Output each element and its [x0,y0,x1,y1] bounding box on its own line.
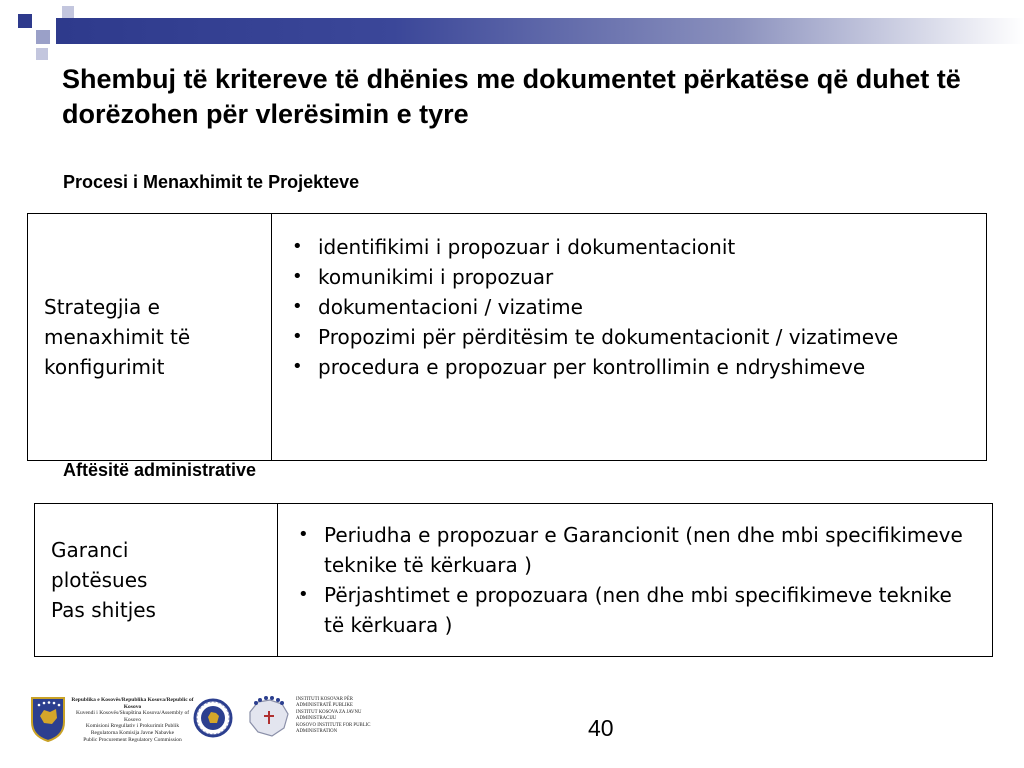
institute-text-line: INSTITUTI KOSOVAR PËR ADMINISTRATË PUBLIKE [296,697,353,709]
criteria-table-1 [27,213,987,461]
criterion-label-line: Garanci [51,538,129,562]
institute-text-line: KOSOVO INSTITUTE FOR PUBLIC ADMINISTRATION [296,722,371,735]
commission-seal-icon [193,696,233,740]
list-item: • procedura e propozuar per kontrollimin e ndryshimeve [284,352,966,382]
institute-text-block [296,697,376,735]
criterion-label-cell [35,504,278,656]
criterion-label [51,535,156,625]
page-number: 40 [588,715,614,741]
criterion-label-line: Pas shitjes [51,598,156,622]
list-item: • Propozimi për përditësim te dokumentacionit / vizatimeve [284,322,966,352]
criterion-label-line: plotësues [51,568,148,592]
section-heading-project-management: Procesi i Menaxhimit te Projekteve [63,172,360,192]
corner-square-dark [18,14,32,28]
criterion-label [44,292,190,382]
header-gradient-bar [56,18,1024,44]
list-item: • Përjashtimet e propozuara (nen dhe mbi specifikimeve teknike të kërkuara ) [290,580,972,640]
institute-map-logo-icon [244,692,294,742]
criterion-label-line: menaxhimit të [44,325,191,349]
documents-list [284,232,966,382]
org-text-line: Regulatorna Komisija Javne Nabavke [90,729,175,736]
slide-title: Shembuj të kritereve të dhënies me dokumentet përkatëse që duhet të dorëzohen për vlerësimin e tyre [62,64,961,129]
org-text-line: Komisioni Rregullativ i Prokurimit Publik [85,723,180,730]
corner-square-light [62,6,74,18]
list-item: • Periudha e propozuar e Garancionit (nen dhe mbi specifikimeve teknike të kërkuara ) [290,520,972,580]
corner-square-light [36,48,48,60]
section-heading-administrative: Aftësitë administrative [63,460,257,480]
kosovo-coat-of-arms-icon [30,694,66,742]
documents-cell [278,504,992,656]
org-text-line: Republika e Kosovës/Republika Kosova/Republic of Kosovo [71,697,194,710]
corner-square-light [36,30,50,44]
documents-cell [272,214,986,460]
documents-list [290,520,972,640]
org-text-block [70,697,195,743]
criteria-table-2 [34,503,993,657]
list-item: • komunikimi i propozuar [284,262,966,292]
list-item: • dokumentacioni / vizatime [284,292,966,322]
institute-text-line: INSTITUT KOSOVA ZA JAVNU ADMINISTRACIJU [296,709,362,722]
list-item: • identifikimi i propozuar i dokumentacionit [284,232,966,262]
criterion-label-line: Strategjia e [44,295,160,319]
criterion-label-line: konfigurimit [44,355,165,379]
criterion-label-cell [28,214,272,460]
org-text-line: Kuvendi i Kosovës/Skupština Kosova/Assembly of Kosovo [75,710,190,723]
org-text-line: Public Procurement Regulatory Commission [83,736,182,743]
